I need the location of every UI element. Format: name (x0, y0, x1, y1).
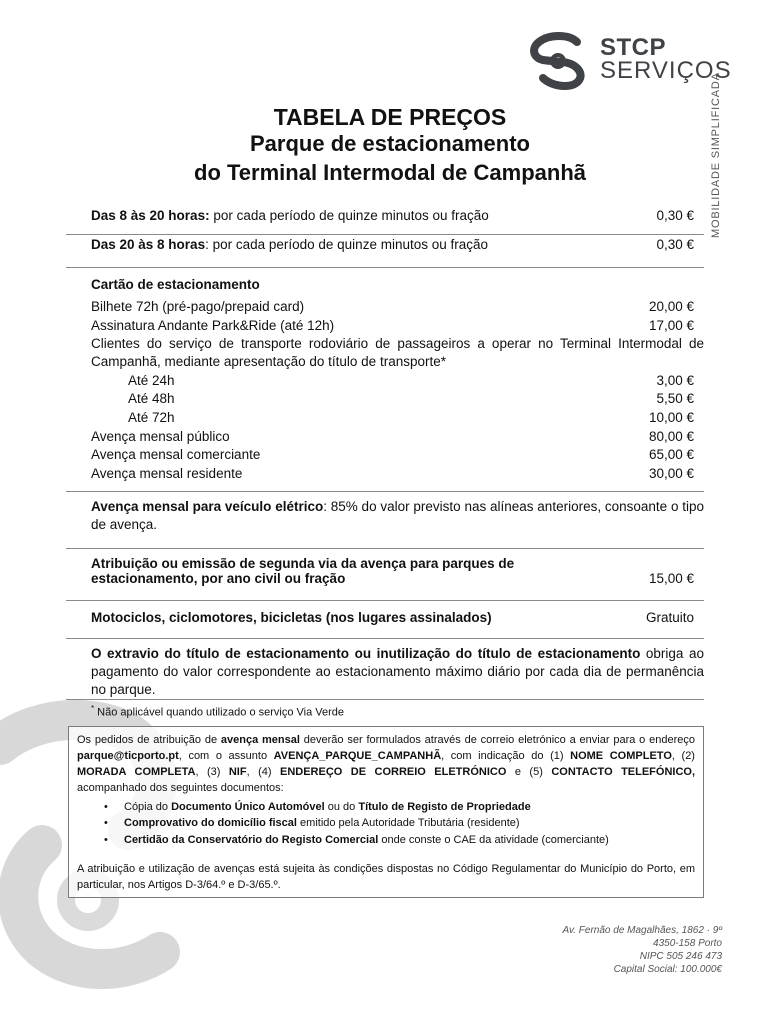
price-row (91, 428, 694, 446)
info-text: ou do (324, 801, 359, 813)
price-row-label: Avença mensal comerciante (91, 447, 261, 462)
price-row (91, 298, 694, 316)
rate-day-label-bold: Das 8 às 20 horas: (91, 208, 210, 223)
info-text: onde conste o CAE da atividade (comerciante) (378, 834, 609, 846)
info-text: , com indicação do (1) (441, 750, 571, 762)
info-text: acompanhado dos seguintes documentos: (77, 782, 284, 794)
price-row-label: Avença mensal público (91, 429, 230, 444)
price-row-value: 30,00 € (648, 466, 694, 481)
price-row-value: 80,00 € (648, 429, 694, 444)
moto-row (91, 609, 694, 627)
divider (66, 600, 704, 601)
moto-price: Gratuito (645, 610, 694, 625)
info-paragraph-2: A atribuição e utilização de avenças está sujeita às condições dispostas no Código Regulamentar do Município do Porto, em particular, nos Artigos D-3/64.º e D-3/65.º. (77, 863, 695, 891)
info-text: e (5) (506, 766, 552, 778)
info-bold: NOME COMPLETO (570, 750, 672, 762)
document-list-item (124, 815, 520, 831)
page-subtitle-1: Parque de estacionamento (250, 131, 530, 156)
page-title: TABELA DE PREÇOS (273, 104, 507, 130)
second-copy-line2: estacionamento, por ano civil ou fração (91, 571, 346, 586)
second-copy-row (91, 570, 694, 588)
logo-name: STCP (600, 34, 667, 61)
info-bold: Comprovativo do domicílio fiscal (124, 817, 297, 829)
info-bold: MORADA COMPLETA (77, 766, 196, 778)
page-subtitle-2: do Terminal Intermodal de Campanhã (194, 160, 586, 185)
footnote-mark: * (91, 704, 95, 713)
info-bold: NIF (228, 766, 247, 778)
divider (66, 548, 704, 549)
info-bold: Certidão da Conservatório do Registo Comercial (124, 834, 379, 846)
rate-night-label: : por cada período de quinze minutos ou fração (205, 237, 489, 252)
info-bold: avença mensal (220, 734, 300, 746)
rate-day-label: por cada período de quinze minutos ou fração (209, 208, 489, 223)
second-copy-line1: Atribuição ou emissão de segunda via da avença para parques de (91, 556, 515, 571)
logo-tagline: MOBILIDADE SIMPLIFICADA (710, 72, 722, 238)
loss-text (91, 645, 704, 699)
loss-bold: O extravio do título de estacionamento ou inutilização do título de estacionamento (91, 646, 641, 661)
price-row (91, 465, 694, 483)
info-bold: Documento Único Automóvel (171, 801, 325, 813)
info-text: deverão ser formulados através de correio eletrónico a enviar para o endereço (299, 734, 695, 746)
rate-row-night (91, 236, 694, 254)
price-row (91, 317, 694, 335)
document-list-item (124, 799, 531, 815)
price-row-label: Até 24h (128, 373, 175, 388)
price-row (91, 372, 694, 390)
price-row (91, 446, 694, 464)
info-bold: CONTACTO TELEFÓNICO, (551, 766, 696, 778)
price-row-value: 65,00 € (648, 447, 694, 462)
card-heading: Cartão de estacionamento (91, 277, 260, 292)
footnote-text: Não aplicável quando utilizado o serviço Via Verde (94, 706, 345, 719)
divider (66, 638, 704, 639)
divider (66, 491, 704, 492)
price-row-value: 5,50 € (656, 391, 694, 406)
info-text: Cópia do (124, 801, 172, 813)
info-bold: Título de Registo de Propriedade (358, 801, 531, 813)
price-row-label: Avença mensal residente (91, 466, 243, 481)
rate-row-day (91, 207, 694, 225)
divider (66, 234, 704, 235)
price-row-label: Assinatura Andante Park&Ride (até 12h) (91, 318, 335, 333)
divider (66, 267, 704, 268)
info-text: , (2) (671, 750, 695, 762)
price-row (91, 409, 694, 427)
loss-rest: obriga ao pagamento do valor correspondente ao estacionamento máximo diário por cada dia de permanência no parque. (91, 646, 705, 697)
rate-night-price: 0,30 € (656, 237, 694, 252)
info-bold: AVENÇA_PARQUE_CAMPANHÃ (273, 750, 442, 762)
electric-bold: Avença mensal para veículo elétrico (91, 499, 324, 514)
info-box (68, 726, 704, 898)
second-copy-price: 15,00 € (648, 571, 694, 586)
email-link[interactable]: parque@ticporto.pt (77, 750, 179, 762)
rate-day-price: 0,30 € (656, 208, 694, 223)
info-text: , (4) (246, 766, 280, 778)
electric-text (91, 498, 704, 534)
info-bold: ENDEREÇO DE CORREIO ELETRÓNICO (279, 766, 507, 778)
price-row-label: Bilhete 72h (pré-pago/prepaid card) (91, 299, 305, 314)
price-row-value: 17,00 € (648, 318, 694, 333)
address-line: Capital Social: 100.000€ (613, 964, 722, 975)
clients-text: Clientes do serviço de transporte rodoviário de passageiros a operar no Terminal Intermodal de Campanhã, mediante apresentação do título de transporte* (91, 336, 704, 369)
price-row-value: 10,00 € (648, 410, 694, 425)
rate-night-label-bold: Das 20 às 8 horas (91, 237, 206, 252)
info-text: Os pedidos de atribuição de (77, 734, 221, 746)
info-text: emitido pela Autoridade Tributária (residente) (296, 817, 520, 829)
price-row-label: Até 72h (128, 410, 175, 425)
electric-rest: : 85% do valor previsto nas alíneas anteriores, consoante o tipo de avença. (91, 499, 704, 532)
info-paragraph-1 (77, 732, 695, 796)
footnote (91, 702, 344, 720)
price-row-value: 20,00 € (648, 299, 694, 314)
moto-label: Motociclos, ciclomotores, bicicletas (nos lugares assinalados) (91, 610, 492, 625)
document-list-item (124, 832, 609, 848)
info-text: , com o assunto (178, 750, 274, 762)
address-line: 4350-158 Porto (653, 938, 722, 949)
address-line: NIPC 505 246 473 (639, 951, 722, 962)
price-row (91, 390, 694, 408)
price-row-label: Até 48h (128, 391, 175, 406)
price-row-value: 3,00 € (656, 373, 694, 388)
address-line: Av. Fernão de Magalhães, 1862 · 9º (562, 925, 722, 936)
logo-subtitle: SERVIÇOS (600, 57, 732, 84)
divider (66, 699, 704, 700)
info-text: , (3) (195, 766, 229, 778)
